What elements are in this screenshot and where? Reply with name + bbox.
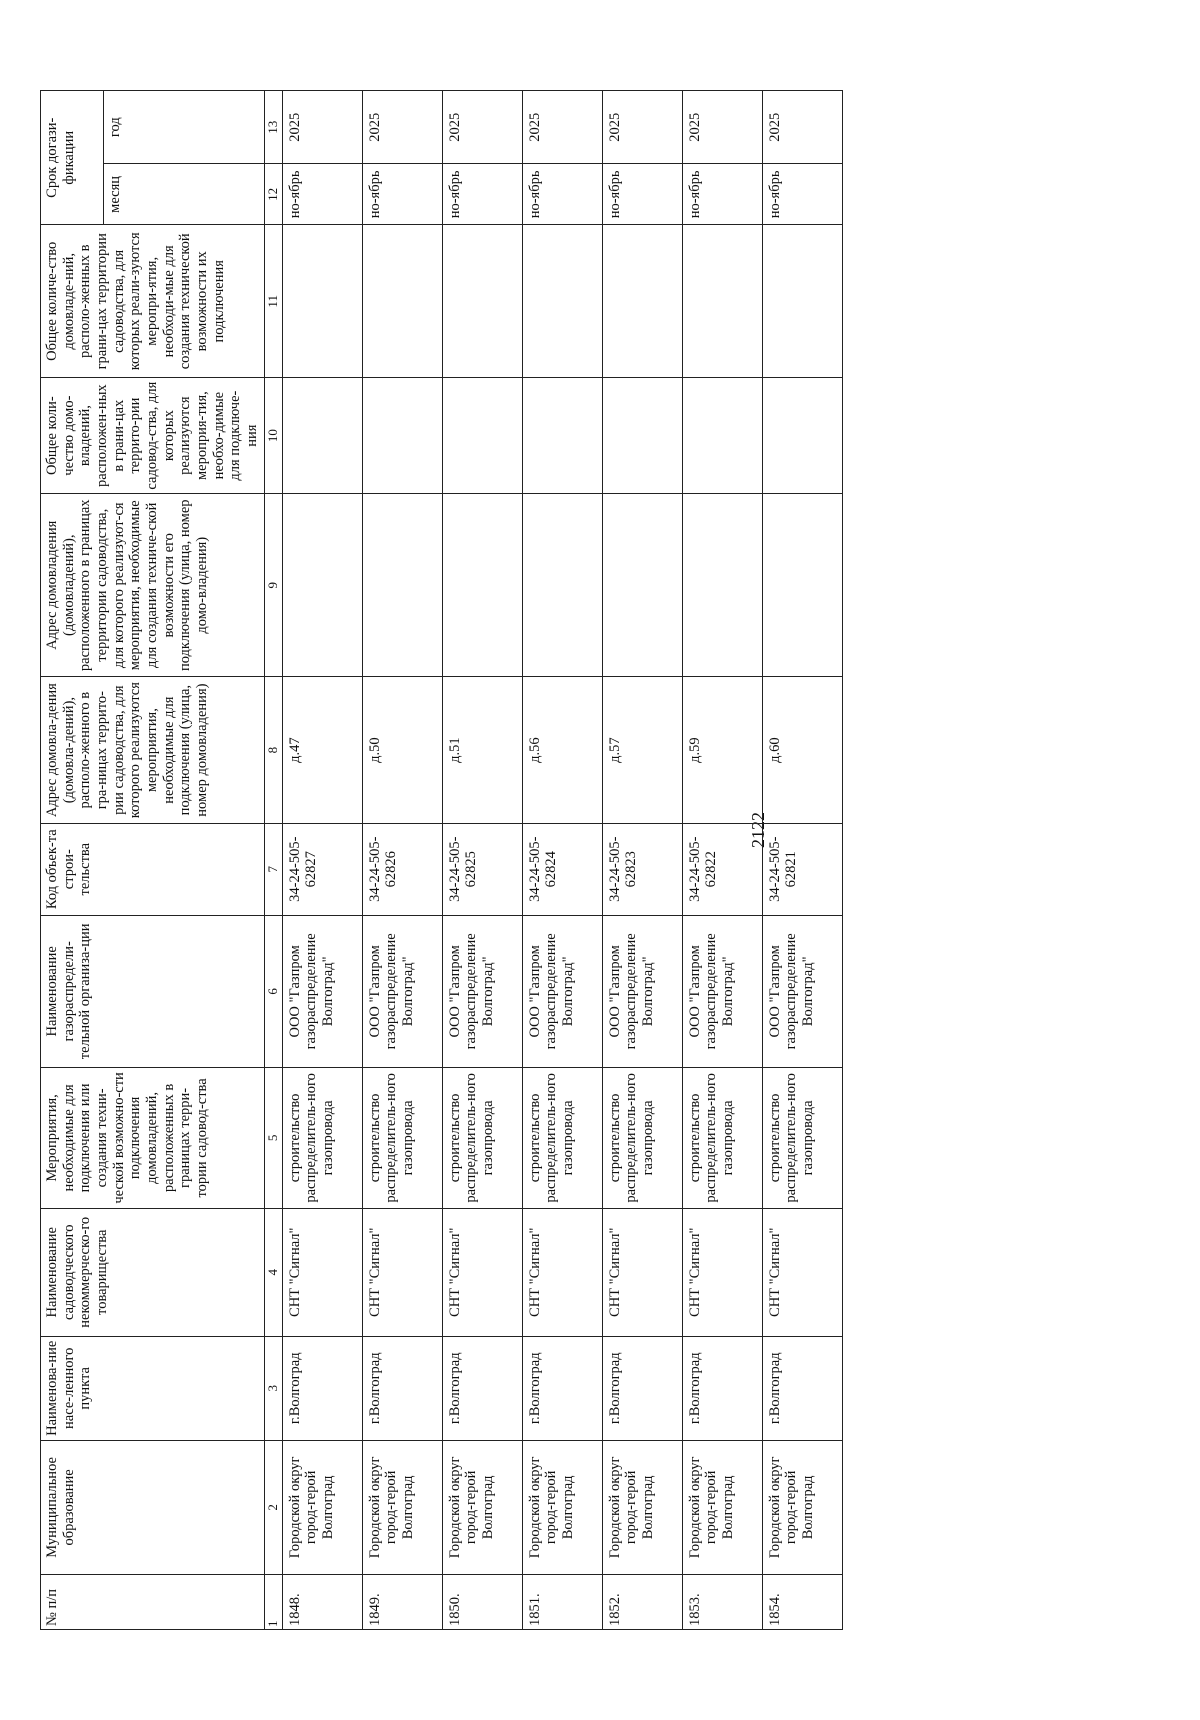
row-address-capacity xyxy=(602,494,682,677)
row-total-capacity xyxy=(602,225,682,378)
column-number: 4 xyxy=(264,1208,282,1336)
row-settlement: г.Волгоград xyxy=(682,1336,762,1440)
header-address-capacity: Адрес домовладения (домовладений), расположенного в границах территории садоводства, для которого реализуют-ся мероприятия, необходимые для создания техниче-ской возможности его подключения (улица, номер домо-владения) xyxy=(41,494,265,677)
row-number: 1849. xyxy=(362,1575,442,1630)
row-municipality: Городской округ город-герой Волгоград xyxy=(362,1440,442,1574)
row-address-connection: д.51 xyxy=(442,677,522,824)
row-gas-org: ООО "Газпром газораспределение Волгоград" xyxy=(522,915,602,1068)
row-gas-org: ООО "Газпром газораспределение Волгоград" xyxy=(602,915,682,1068)
row-month: но-ябрь xyxy=(522,164,602,225)
column-number: 8 xyxy=(264,677,282,824)
header-number: № п/п xyxy=(41,1575,265,1630)
row-snt: СНТ "Сигнал" xyxy=(282,1208,362,1336)
row-month: но-ябрь xyxy=(762,164,842,225)
row-number: 1851. xyxy=(522,1575,602,1630)
row-gas-org: ООО "Газпром газораспределение Волгоград" xyxy=(762,915,842,1068)
row-settlement: г.Волгоград xyxy=(602,1336,682,1440)
row-year: 2025 xyxy=(282,91,362,164)
row-object-code: 34-24-505-62822 xyxy=(682,823,762,915)
row-total-connection xyxy=(282,378,362,494)
header-object-code: Код объек-та строи-тельства xyxy=(41,823,265,915)
header-measures: Мероприятия, необходимые для подключения или создания техни-ческой возможно-сти подключения домовладений, расположенных в границах терри-тории садовод-ства xyxy=(41,1068,265,1208)
row-settlement: г.Волгоград xyxy=(442,1336,522,1440)
row-object-code: 34-24-505-62827 xyxy=(282,823,362,915)
row-number: 1853. xyxy=(682,1575,762,1630)
row-municipality: Городской округ город-герой Волгоград xyxy=(682,1440,762,1574)
table-body xyxy=(282,91,842,1630)
header-month: месяц xyxy=(104,164,265,225)
column-number: 10 xyxy=(264,378,282,494)
row-snt: СНТ "Сигнал" xyxy=(682,1208,762,1336)
row-year: 2025 xyxy=(442,91,522,164)
column-number: 5 xyxy=(264,1068,282,1208)
row-snt: СНТ "Сигнал" xyxy=(442,1208,522,1336)
row-address-connection: д.50 xyxy=(362,677,442,824)
row-address-connection: д.60 xyxy=(762,677,842,824)
column-number: 1 xyxy=(264,1575,282,1630)
table-row xyxy=(602,91,682,1630)
row-number: 1852. xyxy=(602,1575,682,1630)
header-gas-org: Наименование газораспредели-тельной организа-ции xyxy=(41,915,265,1068)
row-address-capacity xyxy=(682,494,762,677)
row-object-code: 34-24-505-62824 xyxy=(522,823,602,915)
row-month: но-ябрь xyxy=(362,164,442,225)
row-gas-org: ООО "Газпром газораспределение Волгоград" xyxy=(362,915,442,1068)
row-municipality: Городской округ город-герой Волгоград xyxy=(442,1440,522,1574)
row-year: 2025 xyxy=(522,91,602,164)
row-total-capacity xyxy=(442,225,522,378)
row-address-connection: д.56 xyxy=(522,677,602,824)
table-row xyxy=(282,91,362,1630)
row-municipality: Городской округ город-герой Волгоград xyxy=(522,1440,602,1574)
header-settlement: Наименова-ние насе-ленного пункта xyxy=(41,1336,265,1440)
row-measure: строительство распределитель-ного газопровода xyxy=(762,1068,842,1208)
row-total-capacity xyxy=(522,225,602,378)
row-municipality: Городской округ город-герой Волгоград xyxy=(602,1440,682,1574)
row-month: но-ябрь xyxy=(442,164,522,225)
row-measure: строительство распределитель-ного газопровода xyxy=(362,1068,442,1208)
row-total-connection xyxy=(682,378,762,494)
row-gas-org: ООО "Газпром газораспределение Волгоград" xyxy=(442,915,522,1068)
column-number: 9 xyxy=(264,494,282,677)
row-year: 2025 xyxy=(362,91,442,164)
column-number: 2 xyxy=(264,1440,282,1574)
page-number: 2122 xyxy=(748,812,768,848)
row-settlement: г.Волгоград xyxy=(282,1336,362,1440)
row-number: 1850. xyxy=(442,1575,522,1630)
header-total-capacity: Общее количе-ство домовладе-ний, располо-женных в грани-цах территории садоводства, для которых реали-зуются меропри-ятия, необходи-мые для создания технической возможности их подключения xyxy=(41,225,265,378)
row-address-capacity xyxy=(282,494,362,677)
row-address-connection: д.57 xyxy=(602,677,682,824)
row-object-code: 34-24-505-62826 xyxy=(362,823,442,915)
header-deadline: Срок догази-фикации xyxy=(41,91,104,225)
table-row xyxy=(522,91,602,1630)
table-header xyxy=(41,91,283,1630)
row-gas-org: ООО "Газпром газораспределение Волгоград" xyxy=(682,915,762,1068)
table-row xyxy=(362,91,442,1630)
row-settlement: г.Волгоград xyxy=(522,1336,602,1440)
row-measure: строительство распределитель-ного газопровода xyxy=(522,1068,602,1208)
row-month: но-ябрь xyxy=(682,164,762,225)
row-measure: строительство распределитель-ного газопровода xyxy=(442,1068,522,1208)
row-year: 2025 xyxy=(602,91,682,164)
column-number: 3 xyxy=(264,1336,282,1440)
row-object-code: 34-24-505-62825 xyxy=(442,823,522,915)
header-address-connection: Адрес домовла-дения (домовла-дений), располо-женного в гра-ницах террито-рии садоводства, для которого реализуются мероприятия, необходимые для подключения (улица, номер домовладения) xyxy=(41,677,265,824)
row-measure: строительство распределитель-ного газопровода xyxy=(682,1068,762,1208)
row-measure: строительство распределитель-ного газопровода xyxy=(282,1068,362,1208)
row-snt: СНТ "Сигнал" xyxy=(602,1208,682,1336)
header-municipality: Муниципальное образование xyxy=(41,1440,265,1574)
row-number: 1848. xyxy=(282,1575,362,1630)
header-year: год xyxy=(104,91,265,164)
table-row xyxy=(682,91,762,1630)
column-number-row xyxy=(264,91,282,1630)
row-municipality: Городской округ город-герой Волгоград xyxy=(762,1440,842,1574)
row-number: 1854. xyxy=(762,1575,842,1630)
row-month: но-ябрь xyxy=(282,164,362,225)
column-number: 13 xyxy=(264,91,282,164)
header-total-connection: Общее коли-чество домо-владений, расположен-ных в грани-цах террито-рии садовод-ства, для которых реализуются мероприя-тия, необхо-димые для подключе-ния xyxy=(41,378,265,494)
table-row xyxy=(442,91,522,1630)
row-total-connection xyxy=(522,378,602,494)
row-settlement: г.Волгоград xyxy=(762,1336,842,1440)
row-total-capacity xyxy=(362,225,442,378)
row-snt: СНТ "Сигнал" xyxy=(362,1208,442,1336)
row-total-connection xyxy=(362,378,442,494)
row-object-code: 34-24-505-62821 xyxy=(762,823,842,915)
row-snt: СНТ "Сигнал" xyxy=(762,1208,842,1336)
row-measure: строительство распределитель-ного газопровода xyxy=(602,1068,682,1208)
row-total-connection xyxy=(762,378,842,494)
row-year: 2025 xyxy=(762,91,842,164)
row-address-connection: д.47 xyxy=(282,677,362,824)
row-address-capacity xyxy=(362,494,442,677)
row-snt: СНТ "Сигнал" xyxy=(522,1208,602,1336)
row-address-capacity xyxy=(522,494,602,677)
row-year: 2025 xyxy=(682,91,762,164)
row-gas-org: ООО "Газпром газораспределение Волгоград" xyxy=(282,915,362,1068)
row-address-capacity xyxy=(762,494,842,677)
rotated-table-container xyxy=(40,90,1115,1630)
table-row xyxy=(762,91,842,1630)
column-number: 11 xyxy=(264,225,282,378)
row-total-capacity xyxy=(762,225,842,378)
column-number: 7 xyxy=(264,823,282,915)
gasification-table xyxy=(40,90,843,1630)
row-total-connection xyxy=(442,378,522,494)
row-address-connection: д.59 xyxy=(682,677,762,824)
row-municipality: Городской округ город-герой Волгоград xyxy=(282,1440,362,1574)
column-number: 12 xyxy=(264,164,282,225)
header-snt: Наименование садоводческого некоммерческо-го товарищества xyxy=(41,1208,265,1336)
row-total-capacity xyxy=(282,225,362,378)
row-total-capacity xyxy=(682,225,762,378)
row-total-connection xyxy=(602,378,682,494)
row-object-code: 34-24-505-62823 xyxy=(602,823,682,915)
row-address-capacity xyxy=(442,494,522,677)
row-settlement: г.Волгоград xyxy=(362,1336,442,1440)
column-number: 6 xyxy=(264,915,282,1068)
row-month: но-ябрь xyxy=(602,164,682,225)
